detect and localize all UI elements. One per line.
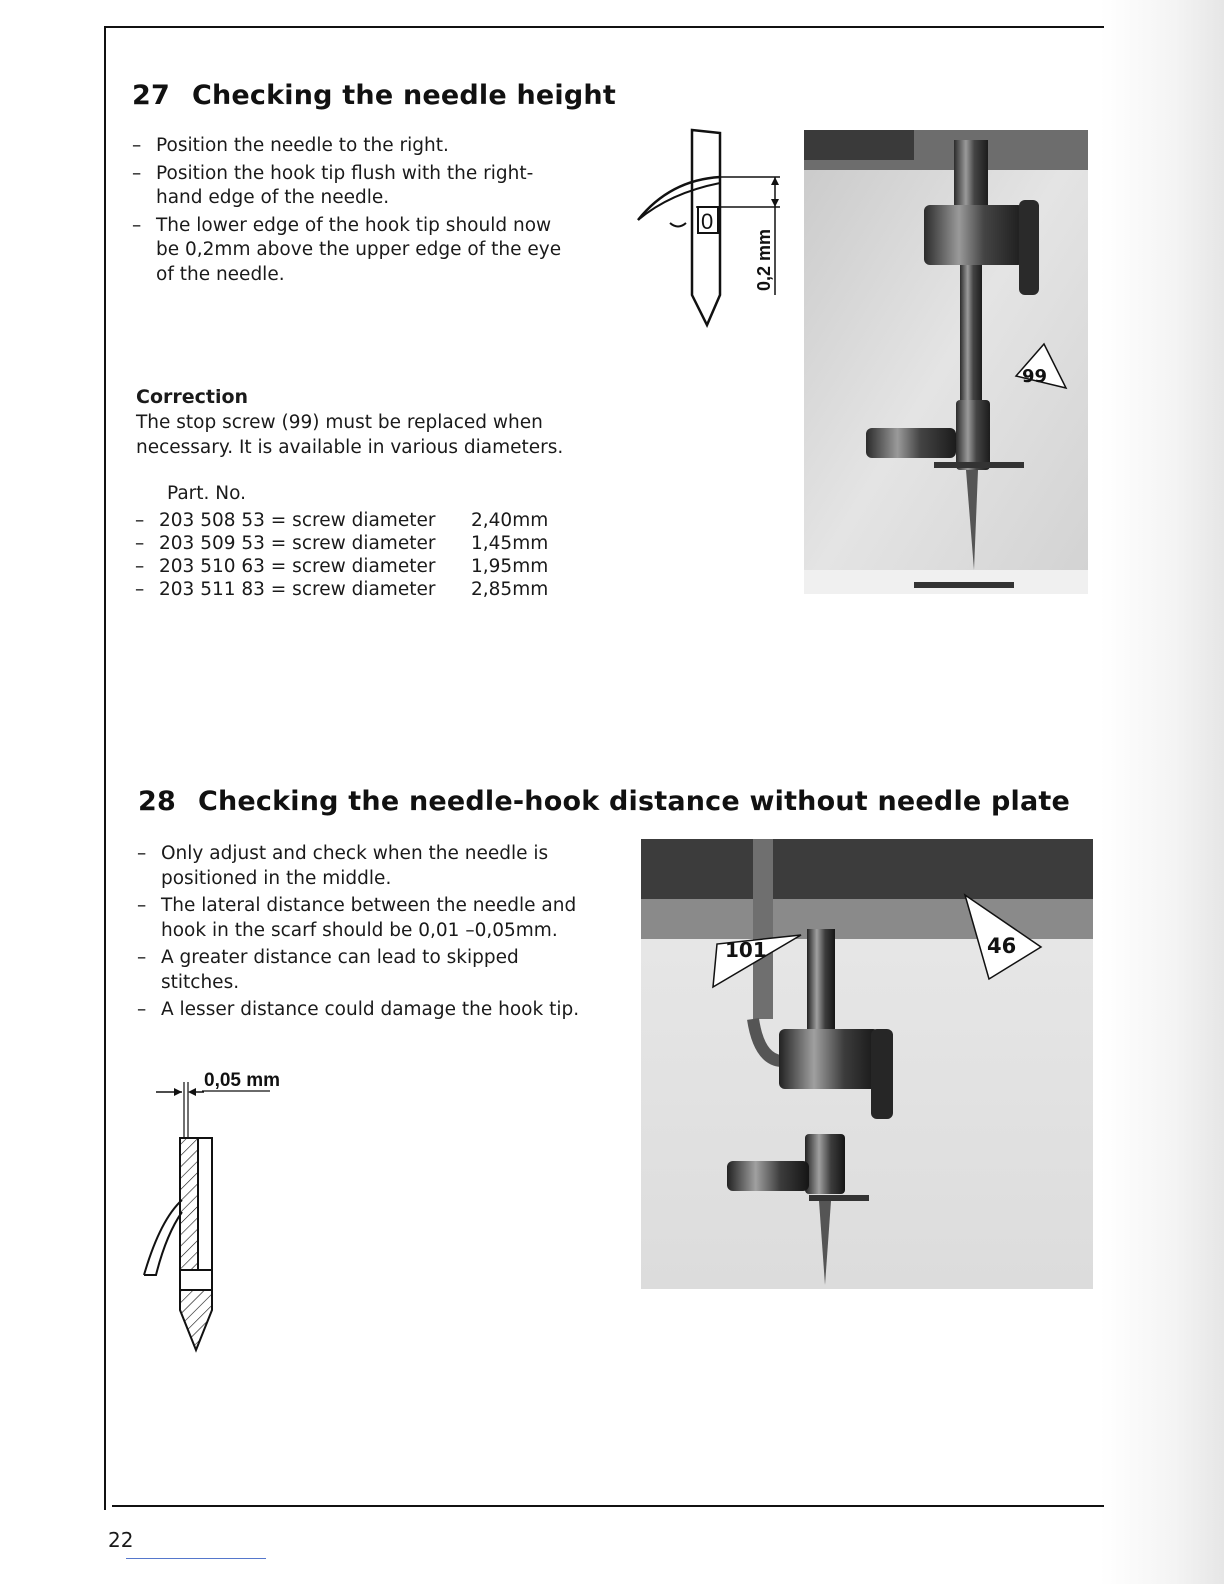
part-size: 1,45mm: [471, 533, 549, 554]
needle-hook-distance-diagram: [140, 1060, 310, 1360]
part-size: 2,85mm: [471, 579, 549, 600]
photo-callout-99: 99: [1022, 366, 1048, 387]
page-number: 22: [108, 1528, 134, 1552]
list-item: [135, 509, 575, 532]
needle-hook-photo: [641, 839, 1093, 1289]
list-item: – Position the hook tip flush with the right-hand edge of the needle.: [132, 162, 572, 211]
section-number: 28: [138, 786, 176, 817]
list-item: [135, 578, 575, 601]
section-28-steps: [137, 842, 597, 1026]
section-number: 27: [132, 80, 170, 111]
part-number: 203 509 53 = screw diameter: [159, 533, 436, 554]
section-27-steps: [132, 134, 572, 290]
list-item: – A greater distance can lead to skipped stitches.: [137, 946, 597, 995]
list-item: [135, 532, 575, 555]
parts-list: [135, 509, 575, 601]
list-item: – The lateral distance between the needle and hook in the scarf should be 0,01 –0,05mm.: [137, 894, 597, 943]
parts-heading: Part. No.: [167, 483, 246, 504]
frame-bottom-rule: [112, 1505, 1104, 1507]
frame-top-rule: [104, 26, 1104, 28]
list-item: – Only adjust and check when the needle is positioned in the middle.: [137, 842, 597, 891]
list-item: – Position the needle to the right.: [132, 134, 572, 159]
frame-left-rule: [104, 26, 106, 1510]
correction-text: The stop screw (99) must be replaced when necessary. It is available in various diameters.: [136, 412, 564, 458]
dimension-label: 0,05 mm: [204, 1070, 281, 1091]
needle-height-diagram: [630, 125, 790, 335]
link-underline: [126, 1558, 266, 1559]
list-item: – The lower edge of the hook tip should now be 0,2mm above the upper edge of the eye of the needle.: [132, 214, 572, 288]
part-size: 1,95mm: [471, 556, 549, 577]
part-number: 203 511 83 = screw diameter: [159, 579, 436, 600]
part-number: 203 510 63 = screw diameter: [159, 556, 436, 577]
hook-assembly-illustration: [641, 839, 1093, 1289]
correction-heading: Correction: [136, 386, 249, 408]
section-title: Checking the needle-hook distance without needle plate: [197, 786, 1071, 817]
part-number: 203 508 53 = screw diameter: [159, 510, 436, 531]
section-28-heading: [138, 786, 1070, 817]
eye-zero-label: 0: [701, 209, 714, 234]
section-title: Checking the needle height: [191, 80, 616, 111]
needle-bar-illustration: [804, 130, 1088, 594]
list-item: – A lesser distance could damage the hook tip.: [137, 998, 597, 1023]
needle-height-photo: [804, 130, 1088, 594]
photo-callout-46: 46: [987, 934, 1017, 958]
part-size: 2,40mm: [471, 510, 549, 531]
dimension-label: 0,2 mm: [754, 228, 774, 291]
photo-callout-101: 101: [725, 938, 767, 962]
list-item: [135, 555, 575, 578]
page-edge-shadow: [1100, 0, 1224, 1584]
section-27-heading: [132, 80, 616, 111]
